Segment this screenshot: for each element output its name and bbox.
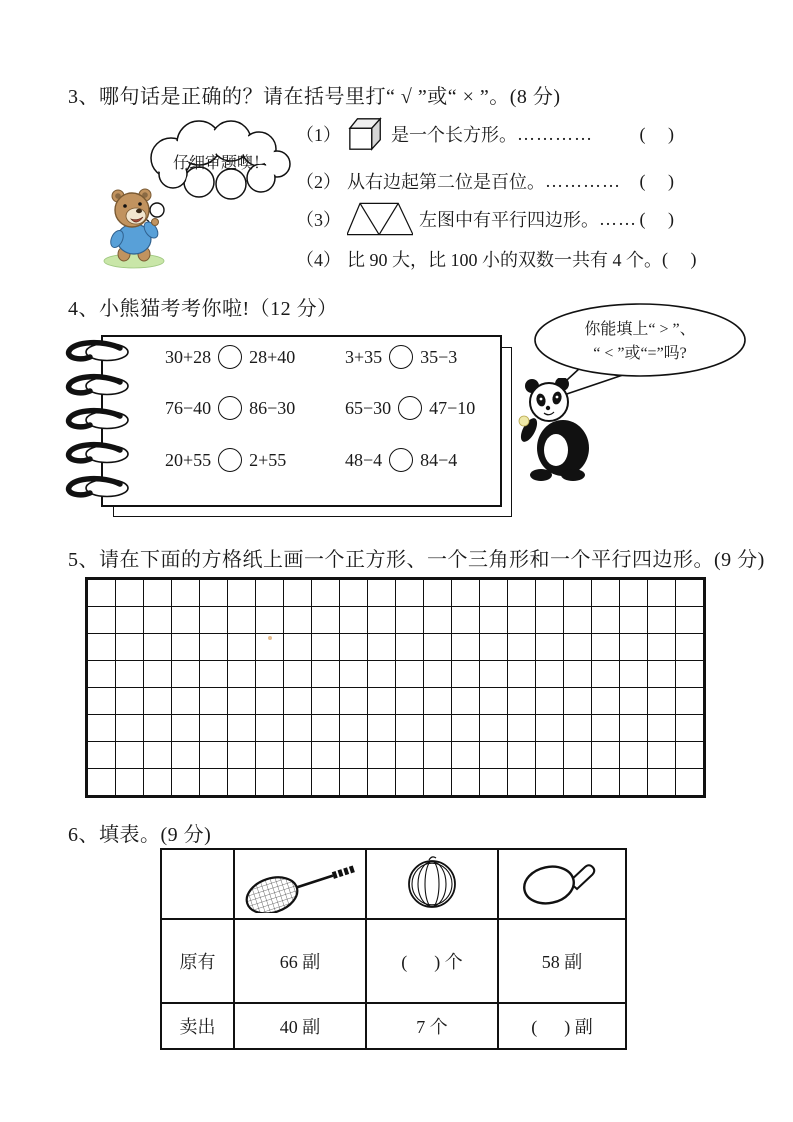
answer-blank[interactable]: ( ) [639,208,674,229]
q3-item-1 [296,112,674,156]
comparison-pair [345,445,457,475]
comparison-circle[interactable] [218,345,242,369]
expression-right: 28+40 [249,346,296,367]
expression-left: 76−40 [165,397,212,418]
answer-blank[interactable]: ( ) [662,248,697,269]
expression-right: 2+55 [249,449,287,470]
cube-icon [347,115,385,153]
q5-title: 5、请在下面的方格纸上画一个正方形、一个三角形和一个平行四边形。(9 分) [68,549,765,571]
item-text: 左图中有平行四边形。 [419,210,599,230]
table-row [161,919,626,1003]
comparison-pair [165,342,295,372]
table-tennis-paddle-icon [519,855,605,909]
cell-value: 66 副 [234,919,366,1003]
comparison-pair [345,393,475,423]
table-header-row [161,849,626,919]
thought-bubble-text: 仔细审题噢！ [172,155,270,172]
panda-mascot-icon [515,378,600,482]
comparison-circle[interactable] [218,448,242,472]
comparison-circle[interactable] [398,396,422,420]
q6-title: 6、填表。(9 分) [68,824,212,846]
scan-artifact-dot [268,636,272,640]
comparison-pair [345,342,457,372]
expression-left: 20+55 [165,449,212,470]
dot-leader: ………… [545,170,621,191]
column-ball [366,849,498,919]
comparison-circle[interactable] [389,345,413,369]
item-number: （1） [296,125,341,145]
trapezoid-triangles-icon [347,201,413,237]
q4-title: 4、小熊猫考考你啦!（12 分） [68,298,338,320]
badminton-racket-icon [239,851,361,913]
q3-item-2 [296,166,674,196]
table-row [161,1003,626,1049]
q3-item-4 [296,244,697,274]
ball-icon [405,853,459,911]
answer-blank[interactable]: ( ) [639,170,674,191]
comparison-circle[interactable] [389,448,413,472]
dot-leader: ………… [517,123,593,144]
expression-right: 35−3 [420,346,458,367]
comparison-pair [165,393,295,423]
expression-right: 47−10 [429,397,476,418]
column-table-tennis-paddle [498,849,626,919]
item-number: （2） [296,172,341,192]
row-label: 原有 [161,919,234,1003]
expression-left: 65−30 [345,397,392,418]
q3-item-3 [296,196,674,242]
fill-table [160,848,627,1050]
cell-value: 58 副 [498,919,626,1003]
column-badminton-racket [234,849,366,919]
comparison-pair [165,445,286,475]
item-number: （4） [296,250,341,270]
drawing-grid[interactable] [85,577,706,798]
spiral-binding-icon [60,335,145,505]
speech-bubble-line1: 你能填上“ > ”、 [584,321,696,338]
row-label: 卖出 [161,1003,234,1049]
answer-blank[interactable]: ( ) [639,123,674,144]
bear-mascot-icon [88,183,180,271]
item-text: 从右边起第二位是百位。 [347,172,545,192]
expression-right: 84−4 [420,449,458,470]
q3-title: 3、哪句话是正确的？请在括号里打“ √ ”或“ × ”。(8 分) [68,86,561,108]
table-corner-cell [161,849,234,919]
cell-value: 7 个 [366,1003,498,1049]
cell-answer-blank[interactable]: ( ) 个 [366,919,498,1003]
expression-left: 3+35 [345,346,383,367]
comparison-circle[interactable] [218,396,242,420]
expression-left: 30+28 [165,346,212,367]
item-text: 比 90 大，比 100 小的双数一共有 4 个。 [347,250,662,270]
item-number: （3） [296,210,341,230]
dot-leader: …… [599,208,637,229]
cell-answer-blank[interactable]: ( ) 副 [498,1003,626,1049]
expression-right: 86−30 [249,397,296,418]
expression-left: 48−4 [345,449,383,470]
speech-bubble-line2: “ < ”或“=”吗? [593,345,687,362]
item-text: 是一个长方形。 [391,125,517,145]
cell-value: 40 副 [234,1003,366,1049]
